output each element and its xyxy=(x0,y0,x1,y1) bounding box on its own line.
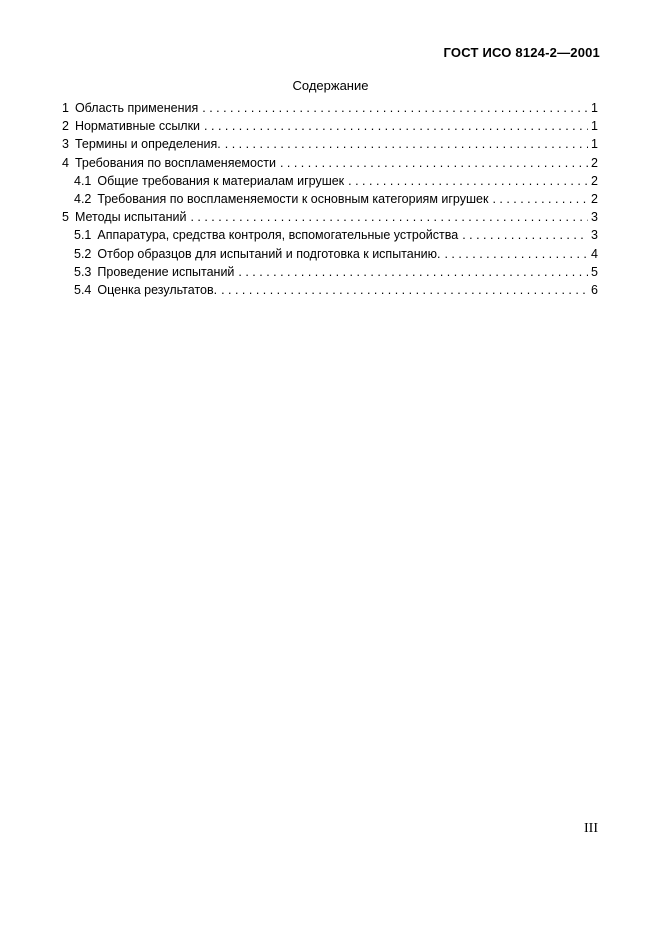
toc-entry-number: 4.2 xyxy=(74,191,92,206)
toc-leader xyxy=(225,135,588,153)
toc-entry xyxy=(62,135,598,153)
toc-entry xyxy=(62,263,598,281)
toc-entry xyxy=(62,208,598,226)
toc-entry-page: 3 xyxy=(591,210,598,225)
toc-entry xyxy=(62,154,598,172)
toc-entry-number: 5.4 xyxy=(74,282,92,297)
toc-entry-number: 4 xyxy=(62,155,69,170)
toc-entry-label: Требования по воспламеняемости xyxy=(74,155,276,170)
toc-leader xyxy=(190,208,588,226)
toc-leader xyxy=(492,190,588,208)
toc-entry-number: 2 xyxy=(62,119,69,134)
toc-entry xyxy=(62,226,598,244)
toc-entry-number: 5.1 xyxy=(74,228,92,243)
toc-entry-page: 1 xyxy=(591,119,598,134)
toc-entry-number: 5.2 xyxy=(74,246,92,261)
toc-leader xyxy=(238,263,588,281)
toc-leader xyxy=(462,226,588,244)
toc-leader xyxy=(204,117,588,135)
document-header: ГОСТ ИСО 8124-2—2001 xyxy=(443,45,600,60)
toc-entry-label: Проведение испытаний xyxy=(97,264,235,279)
toc-entry-number: 3 xyxy=(62,137,69,152)
toc-entry-page: 4 xyxy=(591,246,598,261)
toc-entry-number: 5.3 xyxy=(74,264,92,279)
toc-entry-page: 6 xyxy=(591,282,598,297)
toc-entry-page: 2 xyxy=(591,155,598,170)
toc-entry-page: 2 xyxy=(591,173,598,188)
toc-title: Содержание xyxy=(292,78,369,93)
toc-leader xyxy=(444,245,588,263)
toc-entry-label: Требования по воспламеняемости к основным категориям игрушек xyxy=(97,191,489,206)
toc-entry-number: 5 xyxy=(62,210,69,225)
toc-entry xyxy=(62,172,598,190)
toc-entry xyxy=(62,245,598,263)
toc-leader xyxy=(280,154,588,172)
toc-entry xyxy=(62,99,598,117)
toc-entry-label: Отбор образцов для испытаний и подготовка к испытанию. xyxy=(97,246,441,261)
toc-entry xyxy=(62,117,598,135)
toc-entry-label: Аппаратура, средства контроля, вспомогательные устройства xyxy=(97,228,459,243)
toc-entry xyxy=(62,190,598,208)
toc-entry-label: Термины и определения. xyxy=(74,137,221,152)
toc-entry-page: 2 xyxy=(591,191,598,206)
toc-leader xyxy=(202,99,588,117)
toc-entry-page: 1 xyxy=(591,137,598,152)
toc-leader xyxy=(348,172,588,190)
toc-entry-page: 5 xyxy=(591,264,598,279)
page-number: III xyxy=(584,821,598,836)
toc-leader xyxy=(221,281,588,299)
toc-entry-label: Нормативные ссылки xyxy=(74,119,201,134)
toc-entry-label: Оценка результатов. xyxy=(97,282,218,297)
toc-entry xyxy=(62,281,598,299)
toc-entry-page: 1 xyxy=(591,101,598,115)
toc-entry-number: 1 xyxy=(62,101,69,115)
toc-entry-label: Общие требования к материалам игрушек xyxy=(97,173,345,188)
toc-entry-number: 4.1 xyxy=(74,173,92,188)
toc-entry-label: Область применения xyxy=(74,101,199,115)
toc-entry-label: Методы испытаний xyxy=(74,210,187,225)
toc-list xyxy=(62,99,598,299)
toc-entry-page: 3 xyxy=(591,228,598,243)
